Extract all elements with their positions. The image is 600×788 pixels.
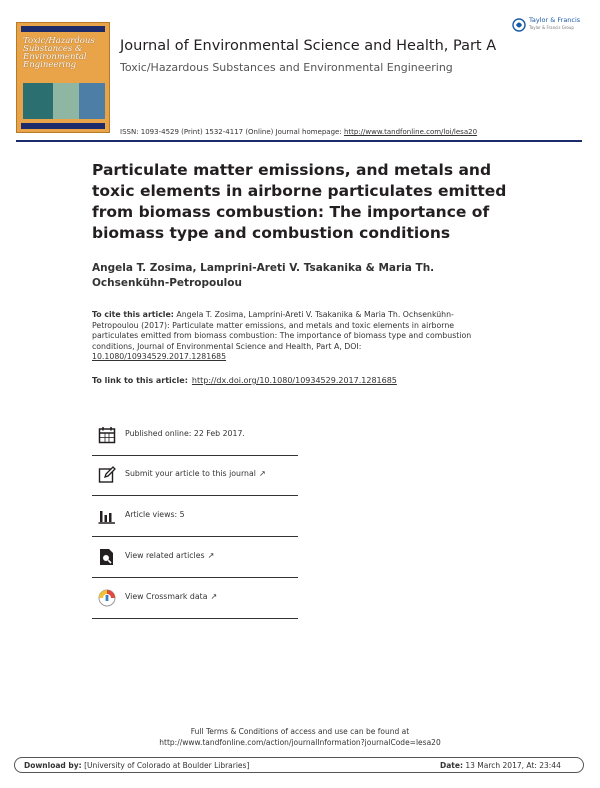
article-views: Article views: 5: [125, 510, 185, 519]
terms-notice: [0, 726, 600, 748]
cover-title: Toxic/Hazardous Substances & Environmental Engineering: [23, 36, 95, 70]
journal-cover-image: [16, 22, 110, 133]
related-row[interactable]: [98, 546, 298, 574]
divider: [92, 495, 298, 496]
crossmark-icon: [98, 589, 116, 607]
published-row: [98, 424, 298, 452]
terms-line-1: Full Terms & Conditions of access and use can be found at: [190, 727, 410, 736]
downloaded-by: [24, 761, 249, 770]
downloaded-label: Download by:: [24, 761, 82, 770]
cite-text: Angela T. Zosima, Lamprini-Areti V. Tsakanika & Maria Th. Ochsenkühn-Petropoulou (2017): Particulate matter emissions, and metals and toxic elements in airborne particulates emitted from biomass combustion: The importance of biomass type and combustion conditions, Journal of Environmental Science and Health, Part A, DOI:: [92, 310, 472, 351]
external-link-icon: ↗: [207, 551, 215, 560]
divider: [92, 618, 298, 619]
date-label: Date:: [440, 761, 463, 770]
submit-row[interactable]: [98, 464, 298, 492]
edit-icon: [98, 466, 116, 484]
crossmark-link[interactable]: View Crossmark data ↗: [125, 592, 218, 601]
publisher-logo: [512, 17, 588, 37]
crossmark-row[interactable]: [98, 587, 298, 615]
related-articles-link[interactable]: View related articles ↗: [125, 551, 215, 560]
divider: [92, 536, 298, 537]
download-date: [440, 761, 561, 770]
external-link-icon: ↗: [210, 592, 218, 601]
divider: [92, 577, 298, 578]
cite-doi-link[interactable]: 10.1080/10934529.2017.1281685: [92, 352, 227, 361]
header-divider: [16, 140, 582, 142]
publisher-logo-text: Taylor & Francis: [529, 16, 581, 24]
downloaded-value: [University of Colorado at Boulder Libraries]: [84, 761, 250, 770]
cover-photo: [23, 83, 105, 119]
date-value: 13 March 2017, At: 23:44: [465, 761, 561, 770]
issn-text: ISSN: 1093-4529 (Print) 1532-4117 (Online) Journal homepage:: [120, 128, 344, 136]
calendar-icon: [98, 426, 116, 444]
published-date: Published online: 22 Feb 2017.: [125, 429, 245, 438]
publisher-logo-icon: [512, 18, 526, 32]
terms-url-link[interactable]: http://www.tandfonline.com/action/journalInformation?journalCode=lesa20: [159, 738, 441, 747]
cite-label: To cite this article:: [92, 310, 174, 319]
issn-line: [120, 128, 477, 136]
views-row: [98, 505, 298, 533]
divider: [92, 455, 298, 456]
external-link-icon: ↗: [258, 469, 266, 478]
article-link-line: [92, 376, 397, 385]
document-search-icon: [98, 548, 116, 566]
article-authors: Angela T. Zosima, Lamprini-Areti V. Tsakanika & Maria Th. Ochsenkühn-Petropoulou: [92, 262, 435, 289]
bar-chart-icon: [98, 507, 116, 525]
citation-block: [92, 310, 492, 363]
journal-homepage-link[interactable]: http://www.tandfonline.com/loi/lesa20: [343, 128, 478, 136]
link-label: To link to this article:: [92, 376, 188, 385]
journal-subtitle: Toxic/Hazardous Substances and Environmental Engineering: [120, 61, 453, 74]
submit-article-link[interactable]: Submit your article to this journal ↗: [125, 469, 266, 478]
article-doi-link[interactable]: http://dx.doi.org/10.1080/10934529.2017.1281685: [191, 376, 397, 385]
publisher-logo-sub: Taylor & Francis Group: [529, 25, 574, 30]
article-title: Particulate matter emissions, and metals and toxic elements in airborne particulates emitted from biomass combustion: The importance of biomass type and combustion conditions: [92, 161, 507, 242]
journal-title: Journal of Environmental Science and Health, Part A: [120, 38, 497, 54]
